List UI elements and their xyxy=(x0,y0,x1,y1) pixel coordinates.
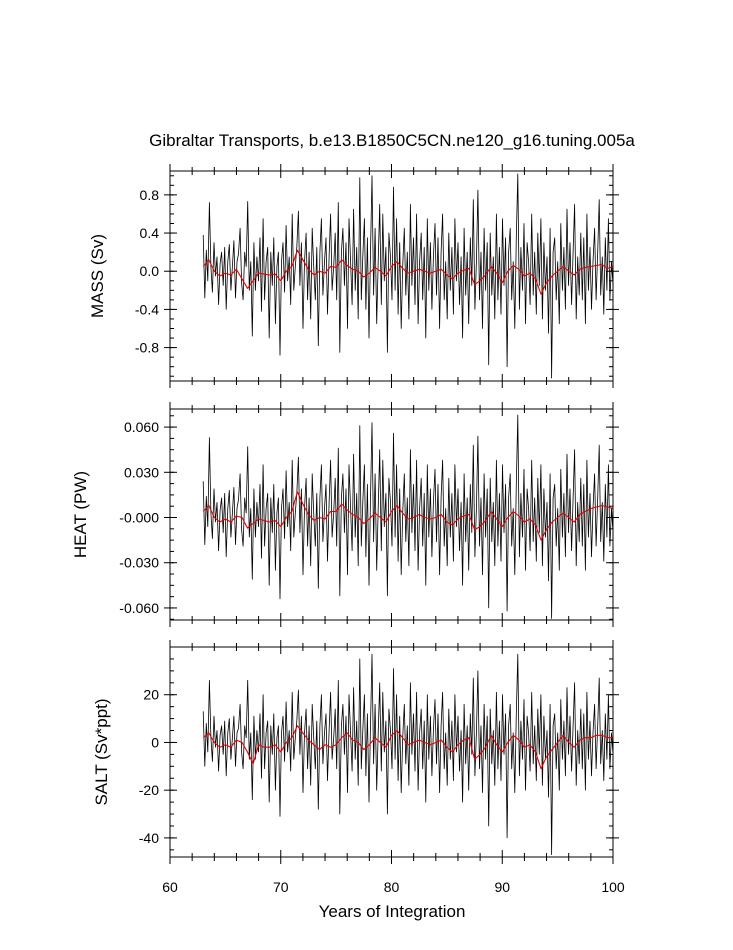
panel-3 xyxy=(92,640,625,895)
y-tick-label: 0.4 xyxy=(139,225,159,242)
y-tick-label: 20 xyxy=(143,686,159,703)
x-tick-label: 80 xyxy=(383,879,400,895)
x-tick-label: 60 xyxy=(162,879,178,895)
y-axis-label: MASS (Sv) xyxy=(88,233,107,319)
y-tick-label: 0.8 xyxy=(139,186,159,203)
y-tick-label: -20 xyxy=(138,782,159,799)
x-axis-label: Years of Integration xyxy=(318,902,466,921)
monthly-series-line xyxy=(203,654,613,854)
monthly-series-line xyxy=(203,415,613,619)
panel-2 xyxy=(71,402,619,627)
y-tick-label: 0.060 xyxy=(123,419,159,436)
y-tick-label: -0.000 xyxy=(119,509,159,526)
y-tick-label: 0 xyxy=(151,734,159,751)
y-tick-label: -0.8 xyxy=(134,339,159,356)
x-tick-label: 70 xyxy=(272,879,289,895)
chart-title: Gibraltar Transports, b.e13.B1850C5CN.ne120_g16.tuning.005a xyxy=(149,131,635,150)
y-tick-label: -0.030 xyxy=(119,554,159,571)
y-tick-label: -0.4 xyxy=(134,301,159,318)
y-tick-label: 0.0 xyxy=(139,263,159,280)
y-tick-label: 0.030 xyxy=(123,464,159,481)
y-tick-label: -0.060 xyxy=(119,599,159,616)
y-axis-label: HEAT (PW) xyxy=(71,470,90,559)
panel-1 xyxy=(88,164,619,388)
y-axis-label: SALT (Sv*ppt) xyxy=(92,698,111,806)
x-tick-label: 90 xyxy=(494,879,511,895)
y-tick-label: -40 xyxy=(138,829,159,846)
x-tick-label: 100 xyxy=(601,879,625,895)
